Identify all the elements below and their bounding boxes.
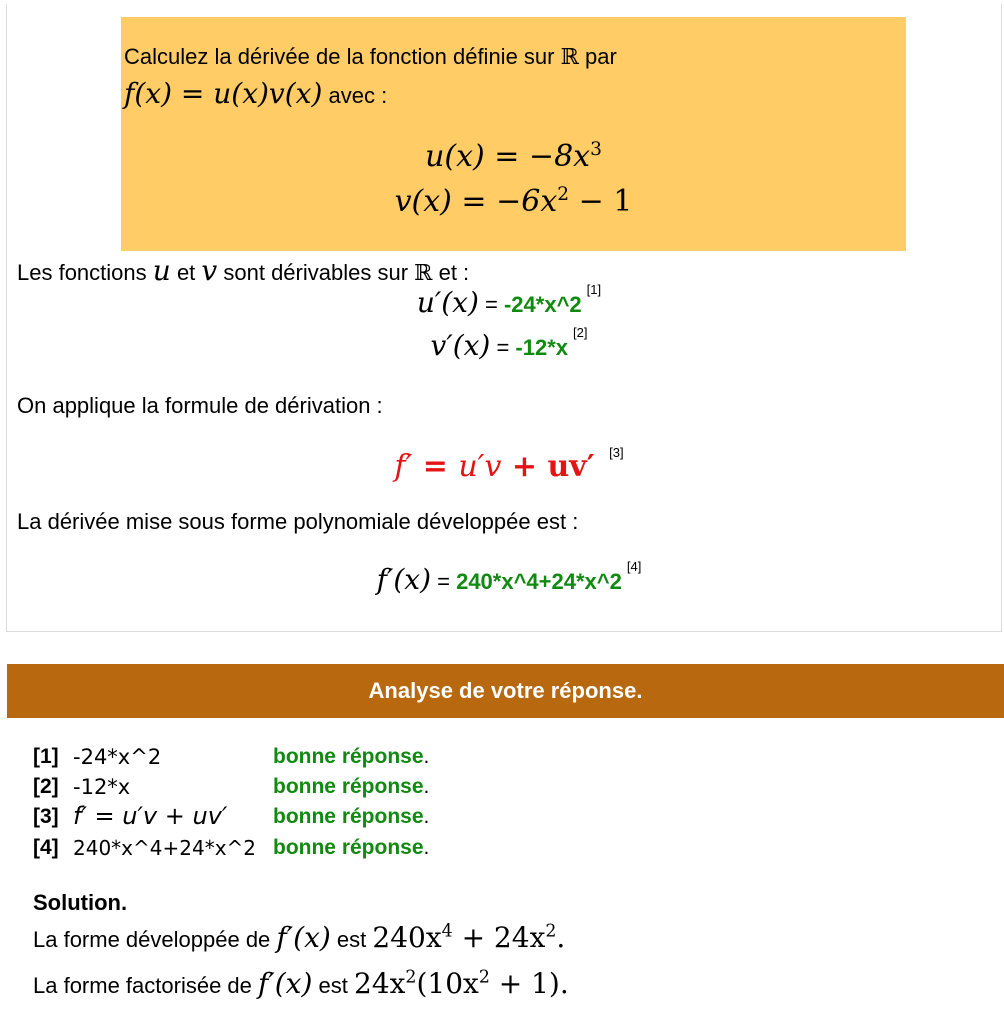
dev-exp-b: 2: [545, 921, 557, 942]
u-def-lhs: u(x) = −8x: [425, 139, 591, 174]
answer-verdict: bonne réponse: [273, 745, 424, 768]
v-def-lhs: v(x) = −6x: [394, 184, 558, 219]
analysis-header: Analyse de votre réponse.: [7, 664, 1004, 718]
u-symbol: u: [152, 254, 171, 287]
formula-line: [7, 445, 1004, 484]
solution-developed: [33, 921, 565, 954]
answer-num: [1]: [33, 745, 59, 768]
reals-symbol-2: ℝ: [414, 261, 433, 286]
v-prime-lhs: v′(x): [430, 329, 491, 362]
formula-u-vprime: uv′: [547, 449, 595, 484]
answer-verdict: bonne réponse: [273, 836, 424, 859]
statement-line1: [124, 44, 617, 70]
v-prime-line: [7, 325, 1004, 362]
dev-exp-a: 4: [441, 921, 453, 942]
statement-avec: avec :: [328, 83, 388, 108]
f-prime-eq: =: [431, 569, 457, 594]
statement-text: Calculez la dérivée de la fonction définie sur: [124, 44, 555, 69]
statement-par: par: [585, 44, 617, 69]
dev-text: La forme développée de: [33, 927, 271, 952]
f-prime-answer: 240*x^4+24*x^2: [456, 569, 622, 594]
formula-plus: +: [501, 449, 548, 484]
answer-num: [3]: [33, 805, 59, 828]
v-definition: [121, 184, 906, 219]
formula-eq: =: [412, 449, 459, 484]
f-prime-lhs: f′(x): [376, 563, 431, 596]
v-prime-eq: =: [490, 335, 516, 360]
fact-term-c: + 1).: [489, 967, 569, 1000]
answer-verdict: bonne réponse: [273, 775, 424, 798]
dev-term-b: + 24x: [452, 921, 546, 954]
answer-num: [2]: [33, 775, 59, 798]
fact-term-a: 24x: [354, 967, 406, 1000]
formula-uprime-v: u′v: [458, 449, 502, 484]
answer-dot: .: [423, 745, 430, 768]
derivables-text-a: Les fonctions: [17, 260, 147, 285]
answer-num: [4]: [33, 836, 59, 859]
v-prime-answer: -12*x: [515, 335, 569, 360]
v-def-rest: − 1: [569, 184, 633, 219]
solution-factored: [33, 967, 569, 1000]
derivables-text-b: sont dérivables sur: [223, 260, 409, 285]
question-frame: [6, 4, 1002, 632]
answer-value: f′ = u′v + uv′: [73, 802, 228, 830]
answer-verdict: bonne réponse: [273, 805, 424, 828]
dev-f-prime: f′(x): [276, 921, 331, 954]
f-definition: f(x) = u(x)v(x): [124, 77, 323, 110]
v-symbol: v: [201, 254, 218, 287]
fact-f-prime: f′(x): [258, 967, 313, 1000]
u-def-exponent: 3: [590, 139, 602, 160]
derivables-et: et: [176, 260, 196, 285]
formula-f-prime: f′: [394, 449, 413, 484]
formula-intro: On applique la formule de dérivation :: [17, 393, 383, 418]
answer-value: -12*x: [73, 775, 131, 799]
solution-title: Solution.: [33, 890, 128, 915]
u-prime-eq: =: [478, 292, 504, 317]
u-prime-line: [7, 282, 1004, 319]
u-definition: [121, 139, 906, 174]
ref-2: [2]: [573, 325, 588, 340]
dev-est: est: [336, 927, 367, 952]
formula: [394, 449, 604, 484]
fact-exp-b: 2: [478, 967, 490, 988]
dev-end: .: [556, 921, 566, 954]
u-prime-answer: -24*x^2: [503, 292, 582, 317]
ref-3: [3]: [609, 445, 624, 460]
fact-exp-a: 2: [405, 967, 417, 988]
statement-box: [121, 17, 906, 251]
derivables-text-c: et :: [438, 260, 470, 285]
statement-line2: [124, 77, 387, 110]
answer-dot: .: [423, 805, 430, 828]
answer-value: 240*x^4+24*x^2: [73, 836, 257, 860]
dev-term-a: 240x: [372, 921, 442, 954]
f-prime-answer-line: [7, 559, 1004, 596]
poly-intro: La dérivée mise sous forme polynomiale développée est :: [17, 509, 579, 534]
fact-term-b: (10x: [416, 967, 479, 1000]
reals-symbol: ℝ: [560, 45, 579, 70]
answer-dot: .: [423, 775, 430, 798]
answer-dot: .: [423, 836, 430, 859]
derivables-sentence: [17, 254, 469, 287]
u-prime-lhs: u′(x): [416, 286, 479, 319]
v-def-exponent: 2: [557, 184, 570, 205]
answer-value: -24*x^2: [73, 745, 162, 769]
fact-text: La forme factorisée de: [33, 973, 252, 998]
ref-4: [4]: [626, 559, 642, 574]
fact-est: est: [318, 973, 348, 998]
ref-1: [1]: [586, 282, 602, 297]
